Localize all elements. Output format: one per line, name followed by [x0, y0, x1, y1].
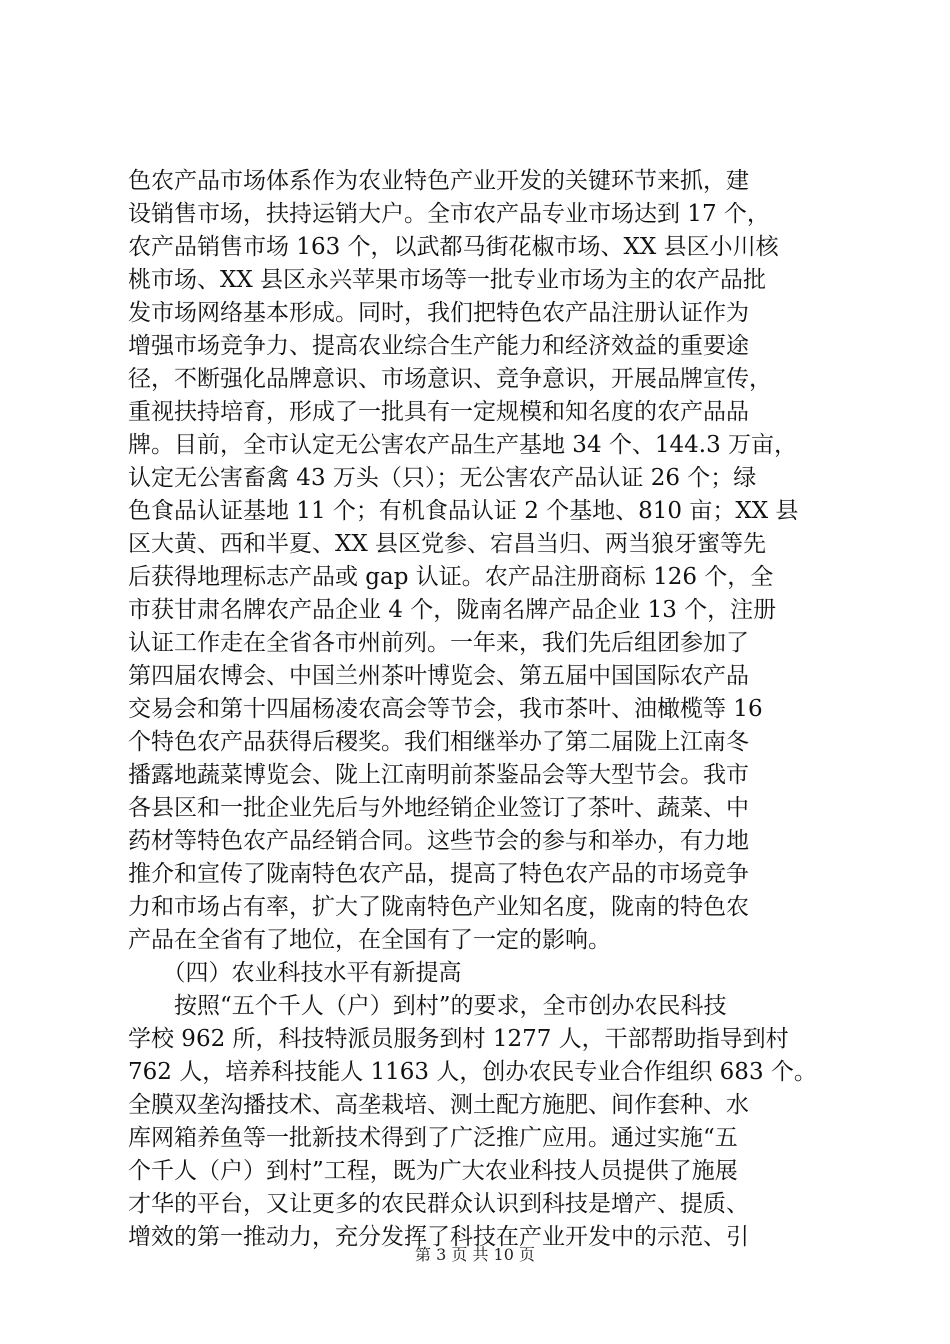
text-line: 力和市场占有率，扩大了陇南特色产业知名度，陇南的特色农	[128, 894, 749, 920]
text-line: 产品在全省有了地位，在全国有了一定的影响。	[128, 927, 611, 953]
text-line: 色农产品市场体系作为农业特色产业开发的关键环节来抓，建	[128, 168, 749, 194]
text-line: 全膜双垄沟播技术、高垄栽培、测土配方施肥、间作套种、水	[128, 1092, 749, 1118]
text-line: 发市场网络基本形成。同时，我们把特色农产品注册认证作为	[128, 300, 749, 326]
text-line: 库网箱养鱼等一批新技术得到了广泛推广应用。通过实施“五	[128, 1125, 738, 1151]
text-line: 762 人，培养科技能人 1163 人，创办农民专业合作组织 683 个。	[128, 1059, 817, 1085]
text-line: 色食品认证基地 11 个；有机食品认证 2 个基地、810 亩；XX 县	[128, 498, 799, 524]
text-line: 播露地蔬菜博览会、陇上江南明前茶鉴品会等大型节会。我市	[128, 762, 749, 788]
text-line: 学校 962 所，科技特派员服务到村 1277 人，干部帮助指导到村	[128, 1026, 789, 1052]
text-line: 推介和宣传了陇南特色农产品，提高了特色农产品的市场竞争	[128, 861, 749, 887]
text-line: 区大黄、西和半夏、XX 县区党参、宕昌当归、两当狼牙蜜等先	[128, 531, 767, 557]
text-line: （四）农业科技水平有新提高	[128, 960, 462, 986]
text-line: 增效的第一推动力，充分发挥了科技在产业开发中的示范、引	[128, 1224, 749, 1250]
text-line: 认证工作走在全省各市州前列。一年来，我们先后组团参加了	[128, 630, 749, 656]
text-line: 个千人（户）到村”工程，既为广大农业科技人员提供了施展	[128, 1158, 738, 1184]
text-line: 径，不断强化品牌意识、市场意识、竞争意识，开展品牌宣传，	[128, 366, 772, 392]
text-line: 重视扶持培育，形成了一批具有一定规模和知名度的农产品品	[128, 399, 749, 425]
text-line: 市获甘肃名牌农产品企业 4 个，陇南名牌产品企业 13 个，注册	[128, 597, 777, 623]
text-line: 药材等特色农产品经销合同。这些节会的参与和举办，有力地	[128, 828, 749, 854]
text-line: 第四届农博会、中国兰州茶叶博览会、第五届中国国际农产品	[128, 663, 749, 689]
text-line: 个特色农产品获得后稷奖。我们相继举办了第二届陇上江南冬	[128, 729, 749, 755]
page-footer: 第 3 页 共 10 页	[415, 1245, 535, 1264]
text-line: 设销售市场，扶持运销大户。全市农产品专业市场达到 17 个，	[128, 201, 770, 227]
text-line: 农产品销售市场 163 个，以武都马街花椒市场、XX 县区小川核	[128, 234, 779, 260]
text-line: 增强市场竞争力、提高农业综合生产能力和经济效益的重要途	[128, 333, 749, 359]
text-line: 后获得地理标志产品或 gap 认证。农产品注册商标 126 个，全	[128, 564, 774, 590]
text-line: 按照“五个千人（户）到村”的要求，全市创办农民科技	[128, 993, 727, 1019]
text-line: 认定无公害畜禽 43 万头（只）；无公害农产品认证 26 个；绿	[128, 465, 757, 491]
text-line: 牌。目前，全市认定无公害农产品生产基地 34 个、144.3 万亩，	[128, 432, 798, 458]
body-text	[128, 165, 823, 1254]
text-line: 才华的平台，又让更多的农民群众认识到科技是增产、提质、	[128, 1191, 749, 1217]
text-line: 各县区和一批企业先后与外地经销企业签订了茶叶、蔬菜、中	[128, 795, 749, 821]
text-line: 桃市场、XX 县区永兴苹果市场等一批专业市场为主的农产品批	[128, 267, 767, 293]
text-line: 交易会和第十四届杨凌农高会等节会，我市茶叶、油橄榄等 16	[128, 696, 763, 722]
